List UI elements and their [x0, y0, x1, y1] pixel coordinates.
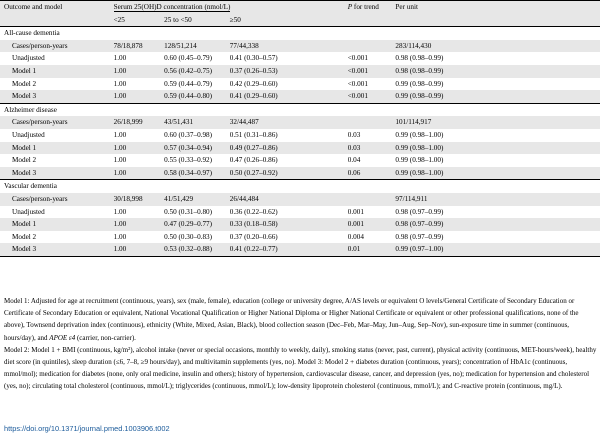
cell-lt25: 1.00 [113, 66, 127, 75]
cell-lt25: 1.00 [113, 143, 127, 152]
cell-ge50: 0.37 (0.26–0.53) [229, 66, 278, 75]
cell-25to50: 0.59 (0.44–0.80) [164, 92, 213, 101]
cell-25to50: 0.60 (0.37–0.98) [164, 130, 213, 139]
cell-25to50: 0.53 (0.32–0.88) [160, 243, 226, 256]
cell-25to50: 0.50 (0.30–0.83) [164, 232, 213, 241]
cell-per-unit: 0.99 (0.97–1.00) [391, 243, 600, 256]
section-row [0, 180, 600, 193]
row-label: Model 3 [12, 92, 37, 101]
cell-spacer [282, 154, 344, 167]
cell-p-trend: <0.001 [347, 92, 368, 101]
cell-ge50: 0.51 (0.31–0.86) [229, 130, 278, 139]
cell-ge50: 0.37 (0.20–0.66) [229, 232, 278, 241]
cell-p-trend: 0.04 [347, 156, 361, 165]
table-row [0, 40, 600, 53]
cell-p-trend: 0.001 [347, 207, 364, 216]
header-row [0, 1, 600, 14]
table-row [0, 52, 600, 65]
doi-link[interactable]: https://doi.org/10.1371/journal.pmed.1003906.t002 [4, 424, 170, 433]
note-model-2-3: Model 2: Model 1 + BMI (continuous, kg/m²), alcohol intake (never or special occasions, monthly to weekly, daily), smoking status (never, past, current), physical activity (continuous, MET-hours/week), healthy diet score (in quintiles), sleep duration (≤6, 7–8, ≥9 hours/day), and multivitamin supplements (yes, no). Model 3: Model 2 + diabetes duration (continuous, years); concentration of HbA1c (continuous, mmol/mol); medication for diabetes (none, only oral medicine, insulin and others); history of hypertension, cardiovascular disease, cancer, and depression (yes, no); medication for hypertension and cholesterol (yes, no); circulating total cholesterol (continuous, mmol/L); triglycerides (continuous, mmol/L); low-density lipoprotein cholesterol (continuous, mmol/L); and C-reactive protein (continuous, mg/L). [4, 345, 597, 391]
cell-per-unit: 0.99 (0.98–0.99) [395, 79, 444, 88]
cell-spacer [282, 90, 344, 103]
cell-p-trend: <0.001 [347, 54, 368, 63]
cell-per-unit: 0.98 (0.98–0.99) [395, 66, 444, 75]
table-row [0, 167, 600, 180]
row-label: Model 3 [0, 243, 110, 256]
row-label: Model 2 [12, 79, 37, 88]
cell-p-trend: 0.001 [347, 220, 364, 229]
section-row [0, 103, 600, 116]
subheader-25to50: 25 to <50 [160, 14, 226, 27]
cell-ge50: 0.41 (0.29–0.60) [229, 92, 278, 101]
subheader-lt25: <25 [110, 14, 161, 27]
cell-ge50: 0.50 (0.27–0.92) [229, 168, 278, 177]
table-row [0, 154, 600, 167]
table-row [0, 116, 600, 129]
cell-spacer [282, 116, 344, 129]
cell-lt25: 1.00 [113, 232, 127, 241]
cell-p-trend: 0.004 [347, 232, 364, 241]
subheader-ge50: ≥50 [226, 14, 344, 27]
cell-lt25: 1.00 [113, 79, 127, 88]
cell-lt25: 1.00 [113, 130, 127, 139]
row-label: Unadjusted [12, 54, 45, 63]
row-label: Model 2 [12, 156, 37, 165]
cell-p-trend: 0.01 [344, 243, 392, 256]
cell-per-unit: 0.98 (0.97–0.99) [395, 232, 444, 241]
cell-per-unit: 97/114,911 [395, 194, 428, 203]
cell-lt25: 1.00 [113, 168, 127, 177]
table-row [0, 65, 600, 78]
row-label: Model 1 [12, 66, 37, 75]
cell-25to50: 0.58 (0.34–0.97) [164, 168, 213, 177]
cell-ge50: 0.49 (0.27–0.86) [229, 143, 278, 152]
cell-ge50: 0.47 (0.26–0.86) [229, 156, 278, 165]
table-body [0, 27, 600, 257]
cell-spacer [282, 193, 344, 206]
table-row [0, 206, 600, 219]
cell-lt25: 1.00 [110, 243, 161, 256]
row-label: Unadjusted [12, 130, 45, 139]
cell-lt25: 1.00 [113, 54, 127, 63]
cell-lt25: 30/18,998 [113, 194, 143, 203]
row-label: Model 3 [12, 168, 37, 177]
row-label: Model 2 [12, 232, 37, 241]
table-row [0, 231, 600, 244]
note-model-1: Model 1: Adjusted for age at recruitment (continuous, years), sex (male, female), education (college or university degree, A/AS levels or equivalent O levels/General Certificate of Secondary Education or Certificate of Secondary Education or equivalent, National Vocational Qualification or Higher National Diploma or Higher National Certificate or equivalent or other professional qualifications, none of the above), Townsend deprivation index (continuous), ethnicity (White, Mixed, Asian, Black), blood collection season (Dec–Feb, Mar–May, Jun–Aug, Sep–Nov), sun-exposure time in summer (continuous, hours/day), and APOE ε4 (carrier, non-carrier). [4, 297, 579, 342]
cell-25to50: 0.50 (0.31–0.80) [164, 207, 213, 216]
cell-25to50: 0.60 (0.45–0.79) [164, 54, 213, 63]
row-label: Model 1 [12, 220, 37, 229]
section-title: All-cause dementia [0, 27, 600, 40]
cell-ge50: 0.33 (0.18–0.58) [229, 220, 278, 229]
row-label: Cases/person-years [12, 194, 68, 203]
table-row [0, 142, 600, 155]
cell-25to50: 41/51,429 [164, 194, 194, 203]
cell-p-trend: 0.03 [347, 143, 361, 152]
row-label: Unadjusted [12, 207, 45, 216]
table-row [0, 218, 600, 231]
cell-per-unit: 0.99 (0.98–1.00) [395, 143, 444, 152]
cell-25to50: 0.55 (0.33–0.92) [164, 156, 213, 165]
cell-spacer [282, 52, 344, 65]
cell-spacer [282, 78, 344, 91]
cell-ge50: 0.36 (0.22–0.62) [229, 207, 278, 216]
cell-p-trend [344, 40, 392, 53]
table-row [0, 78, 600, 91]
cell-p-trend: <0.001 [347, 79, 368, 88]
cell-per-unit: 0.99 (0.98–1.00) [395, 168, 444, 177]
cell-ge50: 77/44,338 [229, 41, 259, 50]
cell-spacer [282, 40, 344, 53]
table-notes [4, 295, 598, 393]
row-label: Model 1 [12, 143, 37, 152]
table-row [0, 193, 600, 206]
row-label: Cases/person-years [12, 118, 68, 127]
cell-lt25: 1.00 [113, 92, 127, 101]
cell-p-trend: 0.03 [347, 130, 361, 139]
cell-lt25: 78/18,878 [113, 41, 143, 50]
cell-ge50: 32/44,487 [229, 118, 259, 127]
section-row [0, 27, 600, 40]
cell-spacer [282, 206, 344, 219]
cell-spacer [282, 243, 344, 256]
header-outcome: Outcome and model [0, 1, 110, 14]
cell-spacer [282, 231, 344, 244]
table-row [0, 90, 600, 103]
cell-p-trend [344, 116, 392, 129]
cell-lt25: 1.00 [113, 207, 127, 216]
cell-ge50: 0.42 (0.29–0.60) [229, 79, 278, 88]
cell-per-unit: 101/114,917 [395, 118, 432, 127]
cell-per-unit: 0.98 (0.97–0.99) [395, 207, 444, 216]
cell-spacer [282, 142, 344, 155]
cell-25to50: 0.57 (0.34–0.94) [164, 143, 213, 152]
header-serum: Serum 25(OH)D concentration (nmol/L) [110, 1, 344, 14]
cell-25to50: 0.59 (0.44–0.79) [164, 79, 213, 88]
header-per-unit: Per unit [391, 1, 600, 14]
table-row [0, 129, 600, 142]
cell-spacer [282, 65, 344, 78]
section-title: Vascular dementia [0, 180, 600, 193]
section-title: Alzheimer disease [0, 103, 600, 116]
cell-per-unit: 0.98 (0.97–0.99) [395, 220, 444, 229]
cell-25to50: 43/51,431 [164, 118, 194, 127]
cell-spacer [282, 218, 344, 231]
cell-p-trend: 0.06 [347, 168, 361, 177]
cell-25to50: 0.47 (0.29–0.77) [164, 220, 213, 229]
table-row [0, 243, 600, 256]
cell-p-trend [344, 193, 392, 206]
header-p-trend: P for trend [344, 1, 392, 14]
cell-per-unit: 283/114,430 [395, 41, 432, 50]
cell-lt25: 1.00 [113, 220, 127, 229]
cell-spacer [282, 129, 344, 142]
cell-spacer [282, 167, 344, 180]
cell-ge50: 0.41 (0.22–0.77) [226, 243, 282, 256]
subheader-row [0, 14, 600, 27]
cell-25to50: 128/51,214 [164, 41, 197, 50]
cell-p-trend: <0.001 [347, 66, 368, 75]
cell-ge50: 0.41 (0.30–0.57) [229, 54, 278, 63]
row-label: Cases/person-years [12, 41, 68, 50]
cell-per-unit: 0.99 (0.98–1.00) [395, 130, 444, 139]
cell-per-unit: 0.98 (0.98–0.99) [395, 54, 444, 63]
cell-lt25: 1.00 [113, 156, 127, 165]
cell-lt25: 26/18,999 [113, 118, 143, 127]
cell-ge50: 26/44,484 [229, 194, 259, 203]
cell-per-unit: 0.99 (0.98–0.99) [395, 92, 444, 101]
cell-25to50: 0.56 (0.42–0.75) [164, 66, 213, 75]
cell-per-unit: 0.99 (0.98–1.00) [395, 156, 444, 165]
